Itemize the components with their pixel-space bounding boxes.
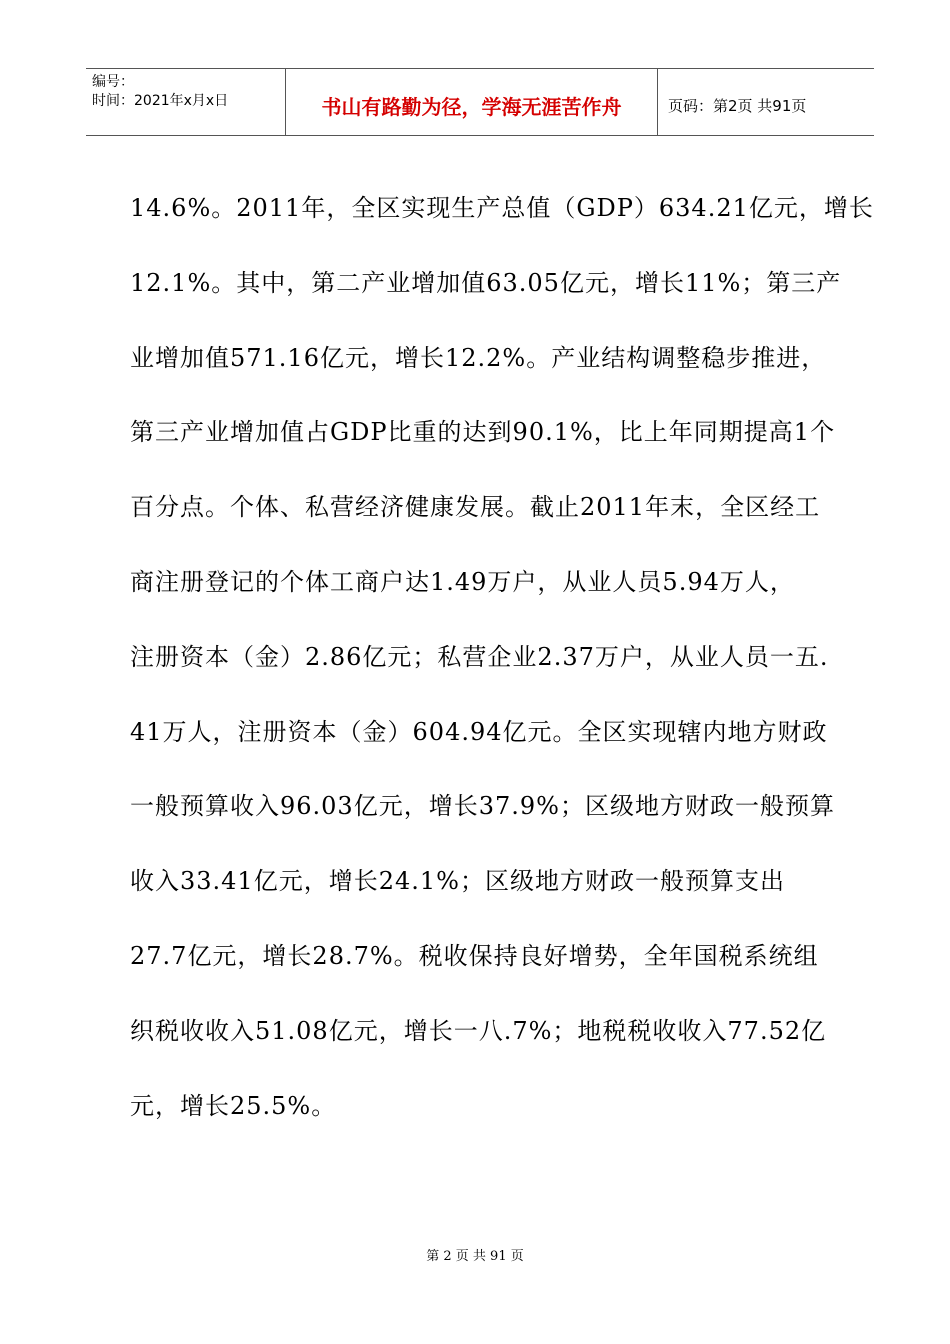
text-line: 商注册登记的个体工商户达1.49万户，从业人员5.94万人， — [130, 567, 795, 596]
text-line: 一般预算收入96.03亿元，增长37.9%；区级地方财政一般预算 — [130, 792, 835, 821]
motto-text: 书山有路勤为径，学海无涯苦作舟 — [321, 94, 622, 119]
page-footer: 第 2 页 共 91 页 — [426, 1249, 524, 1264]
text-line: 收入33.41亿元，增长24.1%；区级地方财政一般预算支出 — [130, 867, 785, 896]
document-header — [86, 68, 874, 136]
date-label: 时间：2021年x月x日 — [92, 93, 229, 109]
text-line: 12.1%。其中，第二产业增加值63.05亿元，增长11%；第三产 — [130, 268, 842, 297]
text-line: 27.7亿元，增长28.7%。税收保持良好增势，全年国税系统组 — [130, 941, 819, 970]
header-motto-cell — [286, 69, 658, 135]
text-line: 14.6%。2011年，全区实现生产总值（GDP）634.21亿元，增长 — [130, 194, 874, 222]
text-line: 百分点。个体、私营经济健康发展。截止2011年末，全区经工 — [130, 493, 821, 522]
text-line: 织税收收入51.08亿元，增长一八.7%；地税税收收入77.52亿 — [130, 1016, 827, 1045]
text-line: 第三产业增加值占GDP比重的达到90.1%，比上年同期提高1个 — [130, 418, 836, 447]
text-line: 元，增长25.5%。 — [130, 1091, 337, 1120]
header-meta — [86, 69, 286, 135]
text-line: 41万人，注册资本（金）604.94亿元。全区实现辖内地方财政 — [130, 717, 828, 746]
serial-label: 编号： — [92, 74, 134, 90]
body-text — [130, 178, 874, 1150]
text-line: 注册资本（金）2.86亿元；私营企业2.37万户，从业人员一五. — [130, 642, 829, 671]
text-line: 业增加值571.16亿元，增长12.2%。产业结构调整稳步推进， — [130, 343, 827, 372]
header-page-info: 页码：第2页 共91页 — [668, 96, 807, 115]
